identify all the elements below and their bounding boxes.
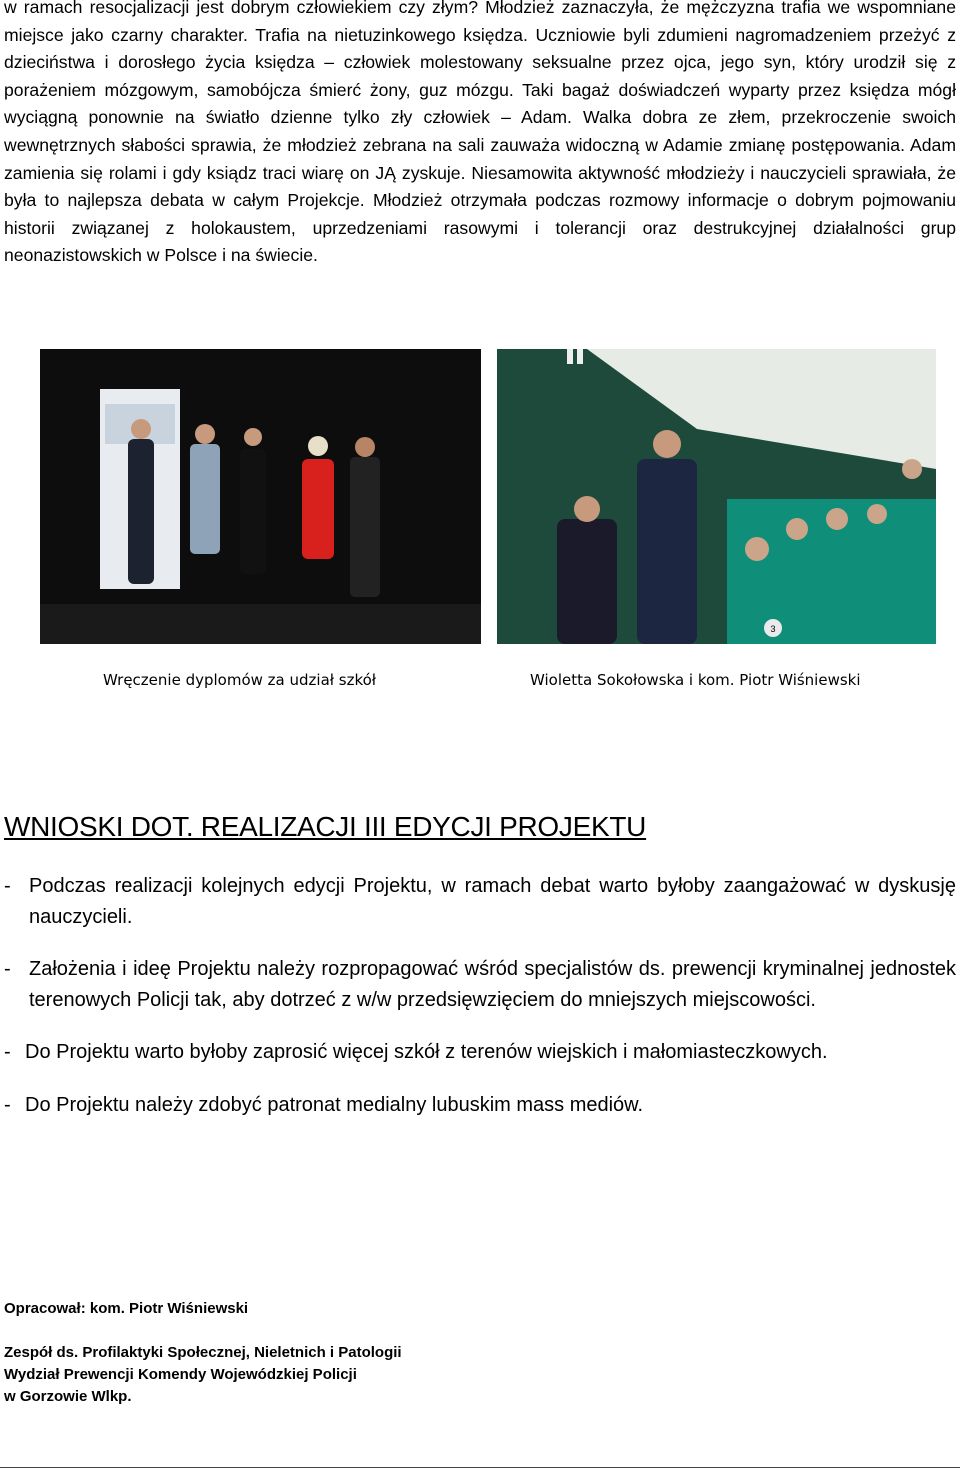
photo-diploma-ceremony	[40, 349, 481, 644]
conclusion-item	[4, 1037, 956, 1068]
team-line-2: Wydział Prewencji Komendy Wojewódzkiej Policji	[4, 1366, 357, 1383]
conclusions-list	[4, 871, 956, 1142]
author-line: Opracował: kom. Piotr Wiśniewski	[4, 1300, 249, 1317]
team-signature	[4, 1342, 402, 1408]
bullet-dash: -	[4, 1041, 11, 1063]
team-line-1: Zespół ds. Profilaktyki Społecznej, Nieletnich i Patologii	[4, 1344, 402, 1361]
photo-caption-left: Wręczenie dyplomów za udział szkół	[103, 671, 377, 689]
bullet-dash: -	[4, 1093, 11, 1116]
bullet-dash: -	[4, 958, 11, 980]
photo-caption-right: Wioletta Sokołowska i kom. Piotr Wiśniewski	[530, 671, 861, 689]
page-bottom-rule	[0, 1467, 960, 1468]
photo-debate-audience	[497, 349, 936, 644]
conclusion-text: Podczas realizacji kolejnych edycji Projektu, w ramach debat warto byłoby zaangażować w dyskusję nauczycieli.	[29, 875, 956, 928]
seat-number: 3	[770, 624, 776, 634]
conclusion-text: Do Projektu warto byłoby zaprosić więcej szkół z terenów wiejskich i małomiasteczkowych.	[25, 1041, 828, 1063]
conclusion-item	[4, 954, 956, 1015]
team-line-3: w Gorzowie Wlkp.	[4, 1388, 132, 1405]
conclusion-text: Założenia i ideę Projektu należy rozpropagować wśród specjalistów ds. prewencji kryminalnej jednostek terenowych Policji tak, aby dotrzeć z w/w przedsięwzięciem do mniejszych miejscowości.	[29, 958, 956, 1011]
bullet-dash: -	[4, 875, 11, 897]
conclusions-heading: WNIOSKI DOT. REALIZACJI III EDYCJI PROJEKTU	[4, 811, 647, 842]
conclusion-item	[4, 1090, 956, 1121]
conclusion-item	[4, 871, 956, 932]
intro-paragraph: w ramach resocjalizacji jest dobrym człowiekiem czy złym? Młodzież zaznaczyła, że mężczyzna trafia we wspomniane miejsce jako czarny charakter. Trafia na nietuzinkowego księdza. Uczniowie byli zdumieni nagromadzeniem przeżyć z dzieciństwa i dorosłego życia księdza – człowiek molestowany seksualne przez ojca, jego syn, który urodził się z porażeniem mózgowym, samobójcza śmierć żony, guz mózgu. Taki bagaż doświadczeń wyparty przez księdza mógł wyciągną ponownie na światło dzienne tylko zły człowiek – Adam. Walka dobra ze złem, przekroczenie swoich wewnętrznych słabości sprawia, że młodzież zebrana na sali zauważa widoczną w Adamie zmianę postępowania. Adam zamienia się rolami i gdy ksiądz traci wiarę on JĄ zyskuje. Niesamowita aktywność młodzieży i nauczycieli sprawiała, że była to najlepsza debata w całym Projekcje. Młodzież otrzymała podczas rozmowy informacje o dobrym pojmowaniu historii związanej z holokaustem, uprzedzeniami rasowymi i tolerancji oraz destrukcyjnej działalności grup neonazistowskich w Polsce i na świecie.	[4, 0, 956, 266]
conclusion-text: Do Projektu należy zdobyć patronat medialny lubuskim mass mediów.	[25, 1093, 644, 1116]
